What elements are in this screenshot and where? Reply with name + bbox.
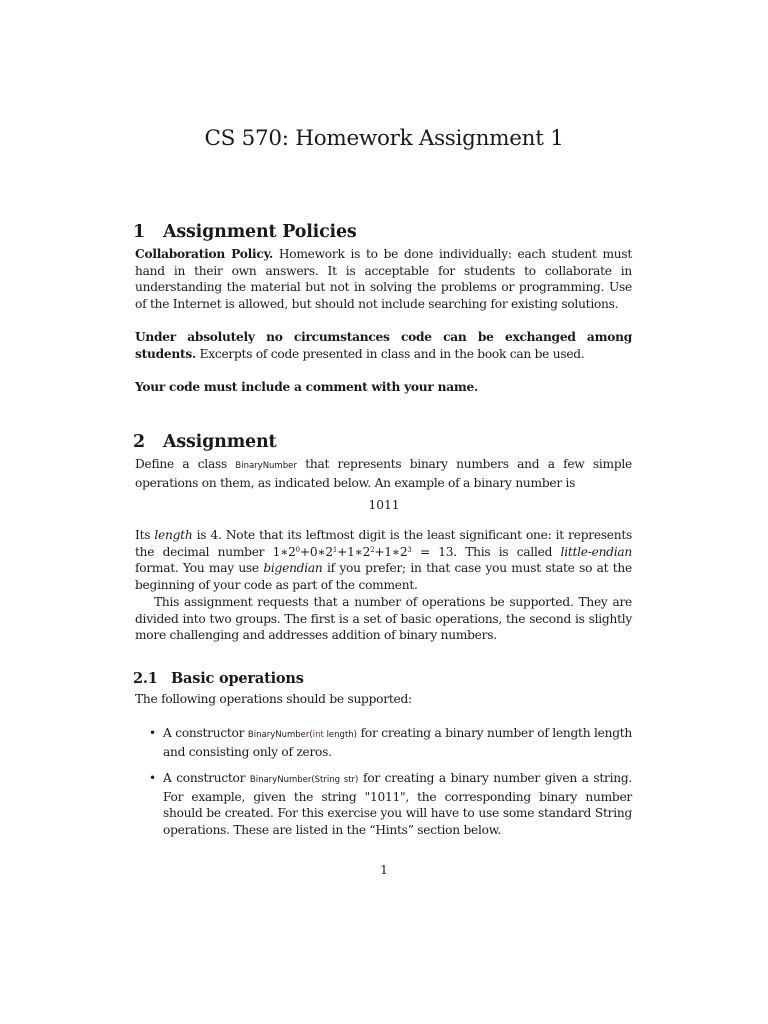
list-item bbox=[149, 770, 633, 839]
define-class-paragraph bbox=[135, 456, 632, 491]
example-binary-number: 1011 bbox=[368, 498, 400, 512]
collaboration-policy-label: Collaboration Policy. bbox=[135, 247, 274, 261]
code-keyword: int bbox=[312, 730, 324, 740]
page-title: CS 570: Homework Assignment 1 bbox=[204, 126, 564, 151]
section-heading-policies bbox=[133, 222, 357, 242]
class-name-code: BinaryNumber bbox=[235, 461, 297, 471]
bullet-text-pre: A constructor bbox=[163, 726, 248, 740]
bullet-icon: • bbox=[149, 771, 156, 785]
collaboration-policy-text: Homework is to be done individually: each student must hand in their own answers. It is acceptable for students to collaborate in understanding the material but not in solving the problems or programming. Use of the Internet is allowed, but should not include searching for existing solutions. bbox=[135, 247, 632, 312]
exponent: 1 bbox=[332, 545, 338, 554]
collaboration-policy-paragraph bbox=[135, 246, 632, 313]
length-text-1: Its bbox=[135, 528, 155, 542]
little-endian-term: little-endian bbox=[560, 544, 632, 559]
formula-term: +0∗2 bbox=[299, 544, 333, 559]
exponent: 2 bbox=[370, 545, 375, 554]
bullet-icon: • bbox=[149, 726, 156, 740]
formula-term: +1∗2 bbox=[337, 544, 371, 559]
bullet-text-post: for creating a binary number of length length and consisting only of zeros. bbox=[163, 726, 633, 759]
section-number: 2 bbox=[133, 432, 145, 452]
bullet-text-post: for creating a binary number given a string. For example, given the string "1011", the corresponding binary number should be created. For this exercise you will have to use some standard String operations. These are listed in the “Hints” section below. bbox=[163, 771, 633, 838]
constructor-code bbox=[248, 730, 357, 740]
bullet-text-pre: A constructor bbox=[163, 771, 250, 785]
section-title: Assignment bbox=[163, 432, 277, 452]
length-text-5: if you prefer; in that case you must state so at the beginning of your code as part of the comment. bbox=[135, 561, 632, 593]
exponent: 0 bbox=[295, 545, 300, 554]
length-text-4: format. You may use bbox=[135, 561, 264, 576]
code-exchange-bold: Under absolutely no circumstances code can be exchanged among students. bbox=[135, 330, 632, 361]
length-paragraph bbox=[135, 527, 632, 594]
exponent: 3 bbox=[407, 545, 412, 554]
comment-rule-paragraph bbox=[135, 379, 632, 396]
code-part: BinaryNumber( bbox=[247, 730, 313, 740]
page-number: 1 bbox=[380, 863, 388, 877]
code-part: length) bbox=[323, 730, 357, 740]
subsection-heading-basic-operations bbox=[133, 670, 304, 687]
section-title: Assignment Policies bbox=[163, 222, 357, 242]
section-number: 1 bbox=[133, 222, 145, 242]
list-item bbox=[149, 725, 633, 760]
define-text-pre: Define a class bbox=[135, 457, 236, 471]
define-text-post: that represents binary numbers and a few simple operations on them, as indicated below. An example of a binary number is bbox=[135, 457, 632, 490]
operations-intro: The following operations should be supported: bbox=[135, 692, 412, 706]
length-text-2: is 4. Note that its leftmost digit is the least significant one: it represents the decimal number 1∗2 bbox=[135, 528, 632, 559]
length-term: length bbox=[154, 528, 193, 542]
code-exchange-paragraph bbox=[135, 329, 632, 362]
subsection-title: Basic operations bbox=[171, 670, 304, 687]
groups-paragraph: This assignment requests that a number of operations be supported. They are divided into two groups. The first is a set of basic operations, the second is slightly more challenging and addresses addition of binary numbers. bbox=[135, 595, 632, 643]
bigendian-term: bigendian bbox=[263, 561, 323, 576]
length-text-3: = 13. This is called bbox=[411, 544, 561, 559]
code-exchange-text: Excerpts of code presented in class and in the book can be used. bbox=[195, 346, 585, 361]
section-heading-assignment bbox=[133, 432, 276, 452]
constructor-code: BinaryNumber(String str) bbox=[249, 775, 359, 785]
comment-rule-text: Your code must include a comment with your name. bbox=[135, 380, 478, 394]
formula-term: +1∗2 bbox=[374, 544, 408, 559]
subsection-number: 2.1 bbox=[133, 670, 158, 687]
